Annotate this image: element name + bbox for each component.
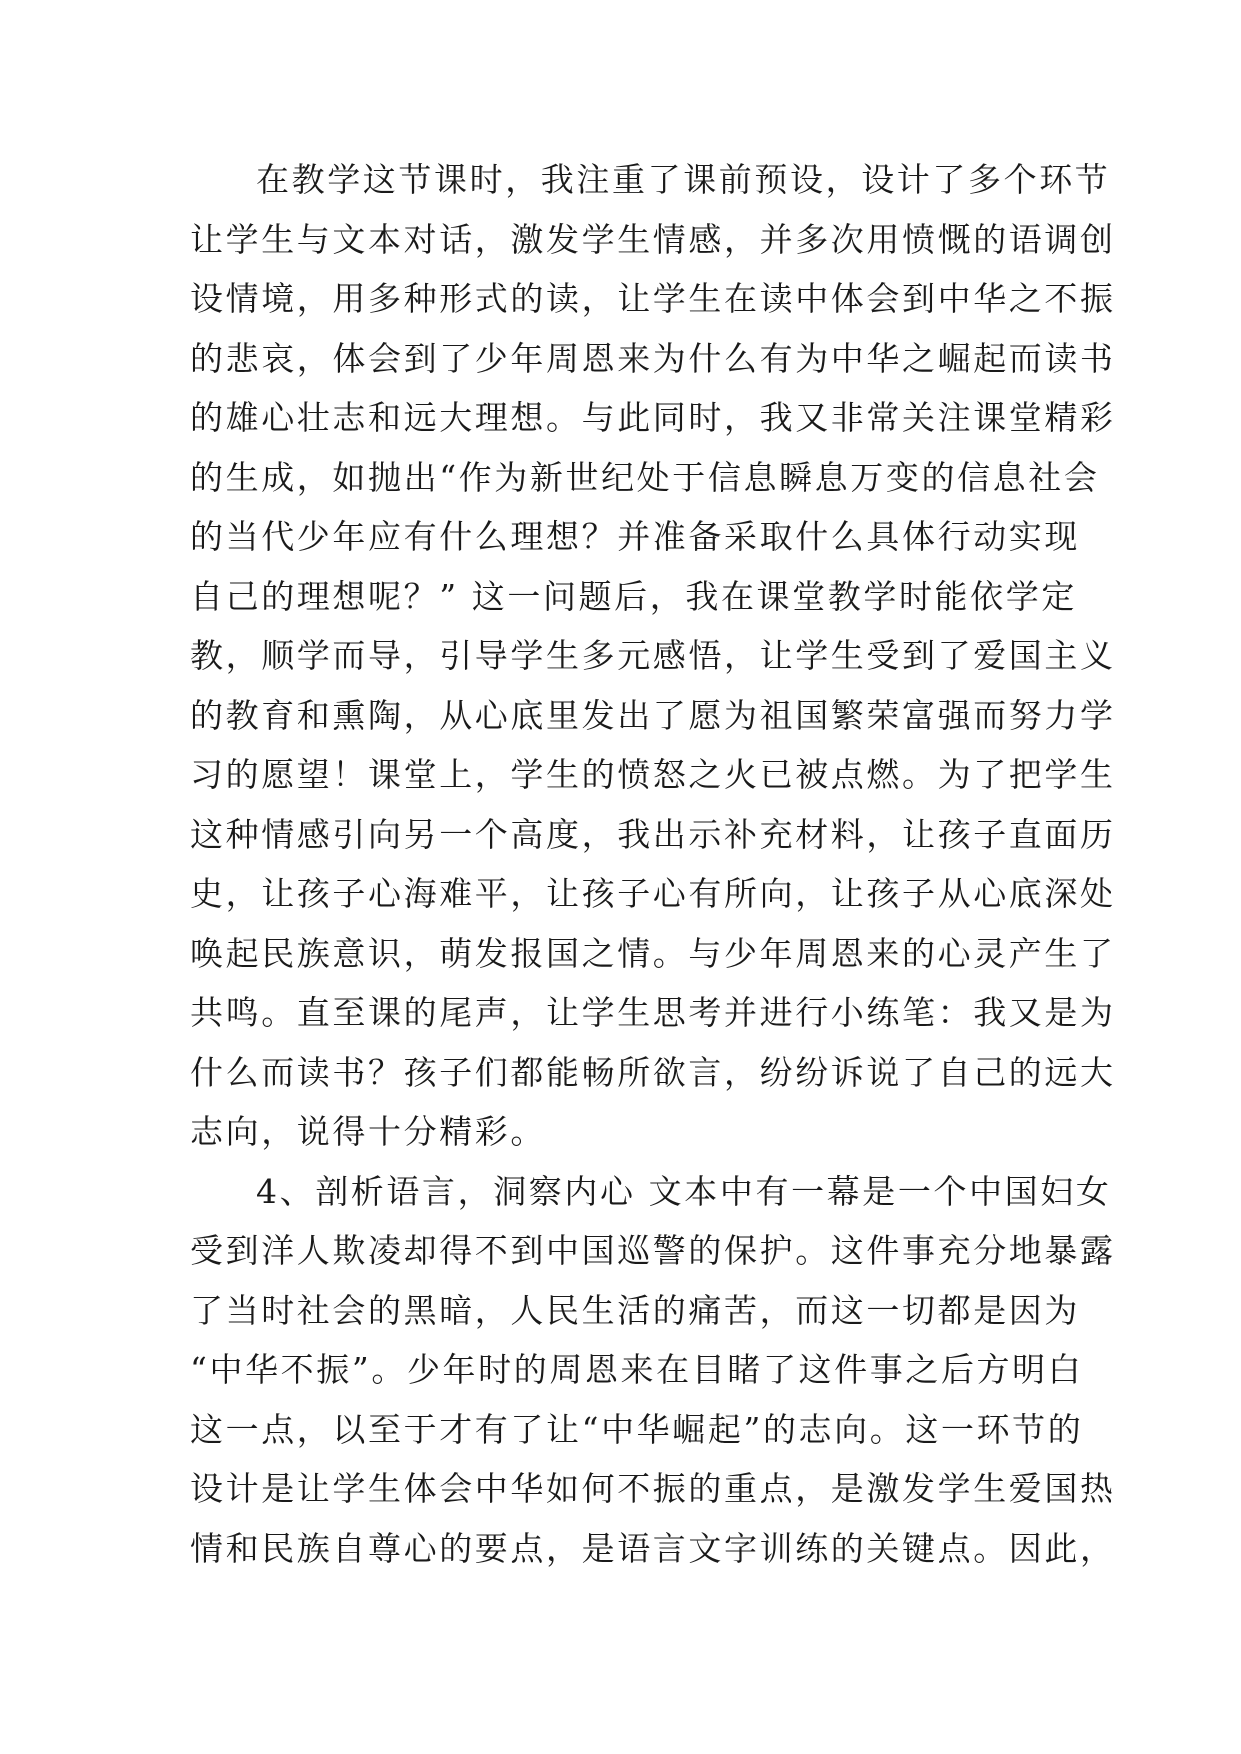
paragraph-section-4 (190, 1162, 1116, 1579)
text-line: 史，让孩子心海难平，让孩子心有所向，让孩子从心底深处 (190, 874, 1116, 913)
body-text (190, 150, 1116, 1578)
text-line: 这种情感引向另一个高度，我出示补充材料，让孩子直面历 (190, 814, 1116, 854)
text-line: 志向，说得十分精彩。 (190, 1112, 546, 1151)
paragraph-reflection (190, 150, 1116, 1162)
text-line: “中华不振”。少年时的周恩来在目睹了这件事之后方明白 (190, 1350, 1084, 1389)
text-line: 设计是让学生体会中华如何不振的重点，是激发学生爱国热 (190, 1469, 1116, 1508)
text-line: 共鸣。直至课的尾声，让学生思考并进行小练笔：我又是为 (190, 993, 1116, 1032)
text-line: 的生成，如抛出“作为新世纪处于信息瞬息万变的信息社会 (190, 457, 1100, 497)
text-line: 的悲哀，体会到了少年周恩来为什么有为中华之崛起而读书 (190, 338, 1116, 378)
text-line: 在教学这节课时，我注重了课前预设，设计了多个环节 (256, 160, 1111, 199)
text-line: 的当代少年应有什么理想？并准备采取什么具体行动实现 (190, 517, 1080, 556)
text-line: 唤起民族意识，萌发报国之情。与少年周恩来的心灵产生了 (190, 933, 1116, 973)
text-line: 的教育和熏陶，从心底里发出了愿为祖国繁荣富强而努力学 (190, 695, 1116, 735)
text-line: 这一点，以至于才有了让“中华崛起”的志向。这一环节的 (190, 1409, 1084, 1449)
text-line: 什么而读书？孩子们都能畅所欲言，纷纷诉说了自己的远大 (190, 1052, 1116, 1092)
text-line: 了当时社会的黑暗，人民生活的痛苦，而这一切都是因为 (190, 1290, 1080, 1330)
text-line: 让学生与文本对话，激发学生情感，并多次用愤慨的语调创 (190, 219, 1116, 259)
text-line: 的雄心壮志和远大理想。与此同时，我又非常关注课堂精彩 (190, 398, 1116, 437)
text-line: 设情境，用多种形式的读，让学生在读中体会到中华之不振 (190, 279, 1116, 318)
text-line: 习的愿望！课堂上，学生的愤怒之火已被点燃。为了把学生 (190, 755, 1116, 794)
text-line: 4、剖析语言，洞察内心 文本中有一幕是一个中国妇女 (256, 1171, 1112, 1211)
text-line: 教，顺学而导，引导学生多元感悟，让学生受到了爱国主义 (190, 636, 1116, 675)
text-line: 受到洋人欺凌却得不到中国巡警的保护。这件事充分地暴露 (190, 1231, 1116, 1270)
text-line: 情和民族自尊心的要点，是语言文字训练的关键点。因此， (190, 1528, 1116, 1568)
text-line: 自己的理想呢？” 这一问题后，我在课堂教学时能依学定 (190, 576, 1077, 616)
